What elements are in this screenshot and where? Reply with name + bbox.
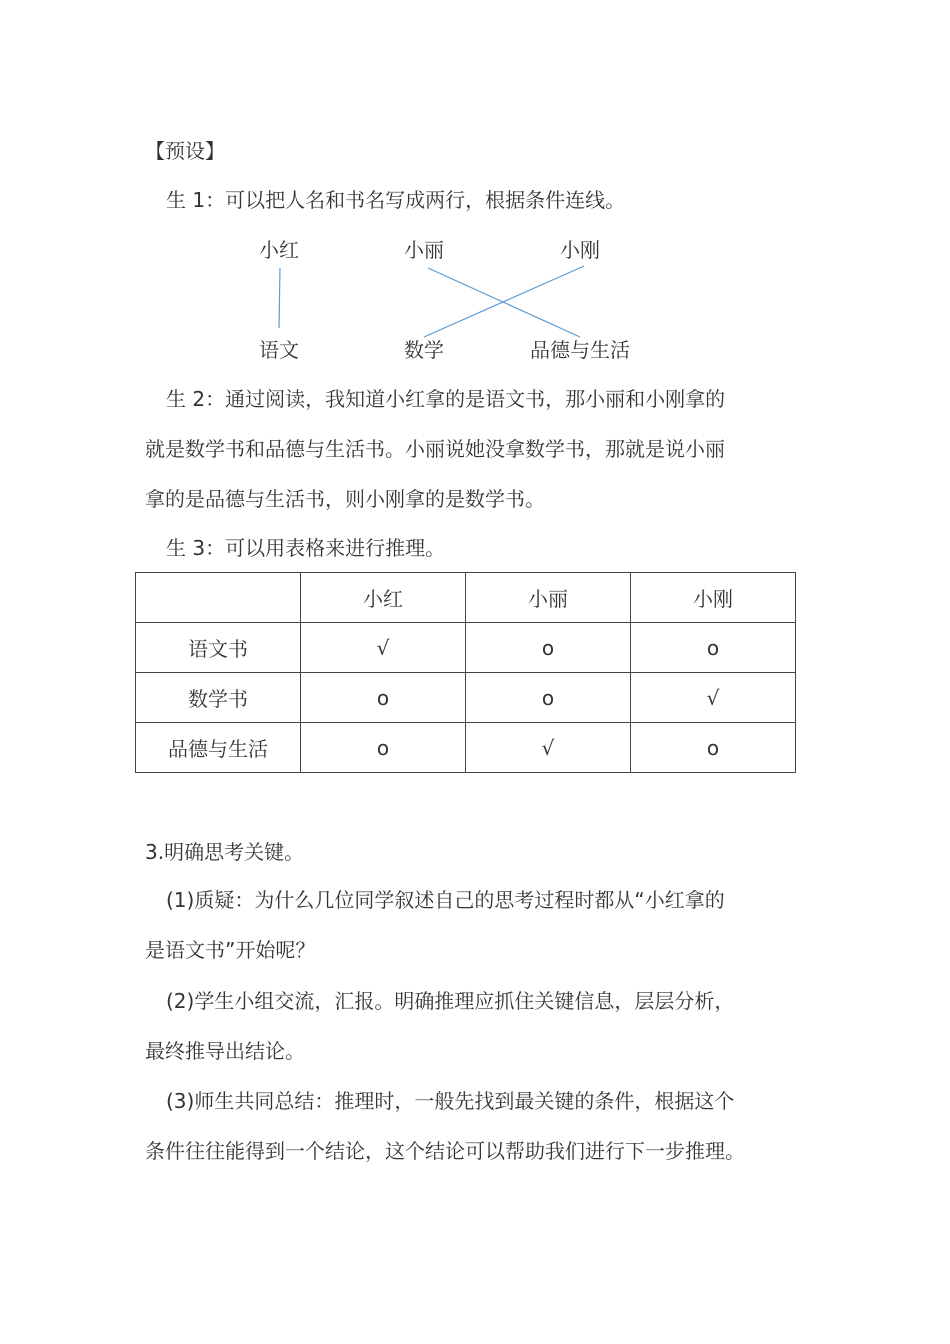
section3-p2-line-1: (2)学生小组交流，汇报。明确推理应抓住关键信息，层层分析， bbox=[166, 989, 735, 1013]
table-cell: o bbox=[631, 723, 796, 773]
student3-text: 生 3：可以用表格来进行推理。 bbox=[166, 536, 446, 560]
table-header-row bbox=[136, 573, 796, 623]
name-label-xiaohong: 小红 bbox=[259, 238, 299, 262]
table-cell: o bbox=[466, 623, 631, 673]
student1-text: 生 1：可以把人名和书名写成两行，根据条件连线。 bbox=[166, 188, 626, 212]
table-cell: o bbox=[301, 723, 466, 773]
book-label-moral: 品德与生活 bbox=[530, 338, 630, 362]
table-row bbox=[136, 673, 796, 723]
section3-p3-line-1: (3)师生共同总结：推理时，一般先找到最关键的条件，根据这个 bbox=[166, 1089, 735, 1113]
table-cell: √ bbox=[466, 723, 631, 773]
table-row-label: 语文书 bbox=[136, 623, 301, 673]
section3-p1-line-1: (1)质疑：为什么几位同学叙述自己的思考过程时都从“小红拿的 bbox=[166, 888, 725, 912]
section3-p1-line-2: 是语文书”开始呢？ bbox=[145, 938, 316, 962]
table-header-cell: 小刚 bbox=[631, 573, 796, 623]
section3-p3-line-2: 条件往往能得到一个结论，这个结论可以帮助我们进行下一步推理。 bbox=[145, 1139, 745, 1163]
table-cell: o bbox=[466, 673, 631, 723]
student2-line-1: 生 2：通过阅读，我知道小红拿的是语文书，那小丽和小刚拿的 bbox=[166, 387, 726, 411]
student2-line-3: 拿的是品德与生活书，则小刚拿的是数学书。 bbox=[145, 487, 545, 511]
table-row-label: 品德与生活 bbox=[136, 723, 301, 773]
table-cell: o bbox=[301, 673, 466, 723]
section3-p2-line-2: 最终推导出结论。 bbox=[145, 1039, 305, 1063]
connector-xiaohong-chinese bbox=[279, 268, 280, 328]
table-row-label: 数学书 bbox=[136, 673, 301, 723]
book-label-math: 数学 bbox=[404, 338, 444, 362]
name-label-xiaogang: 小刚 bbox=[560, 238, 600, 262]
table-header-cell bbox=[136, 573, 301, 623]
book-label-chinese: 语文 bbox=[259, 338, 299, 362]
table-cell: o bbox=[631, 623, 796, 673]
section3-title: 3.明确思考关键。 bbox=[145, 840, 305, 864]
table-cell: √ bbox=[301, 623, 466, 673]
table-header-cell: 小红 bbox=[301, 573, 466, 623]
reasoning-table bbox=[135, 572, 796, 773]
name-label-xiaoli: 小丽 bbox=[404, 238, 444, 262]
student2-line-2: 就是数学书和品德与生活书。小丽说她没拿数学书，那就是说小丽 bbox=[145, 437, 725, 461]
preset-heading: 【预设】 bbox=[145, 139, 225, 163]
table-row bbox=[136, 623, 796, 673]
table-header-cell: 小丽 bbox=[466, 573, 631, 623]
table-row bbox=[136, 723, 796, 773]
table-cell: √ bbox=[631, 673, 796, 723]
